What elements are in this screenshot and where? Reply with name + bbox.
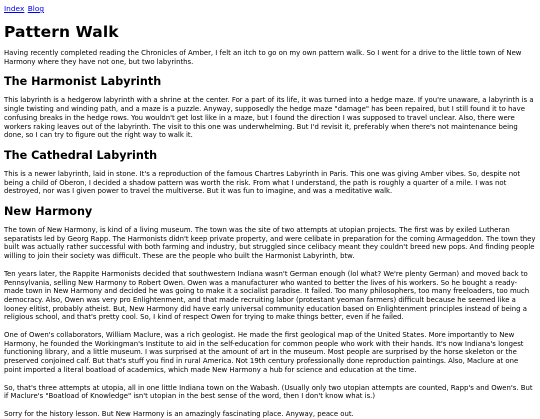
- paragraph: One of Owen's collaborators, William Maclure, was a rich geologist. He made the first geological map of the United States. More importantly to New Harmony, he founded the Workingman's Institute to aid in the self-education for common people who work with their hands. It's now Indiana's longest functioning library, and a little museum. I was surprised at the amount of art in the museum. Most people are surprised by the horse skeleton or the preserved conjoined calf. But that's stuff you find in rural America. Not 19th century professionally done reproduction paintings. Also, Maclure at one point imported a literal boatload of academics, which made New Harmony a hub for science and education at the time.: [4, 331, 524, 374]
- nav-link-index[interactable]: Index: [4, 4, 25, 13]
- section-heading-cathedral: The Cathedral Labyrinth: [4, 148, 158, 162]
- paragraph: This labyrinth is a hedgerow labyrinth with a shrine at the center. For a part of its life, it was turned into a hedge maze. If you're unaware, a labyrinth is a single twisting and winding path, and a maze is a puzzle. Anyway, supposedly the hedge maze "damage" has been repaired, but I still found it to have confusing breaks in the hedge rows. You wouldn't get lost like in a maze, but I found the direction I was supposed to travel unclear. Also, there were workers raking leaves out of the labyrinth. The visit to this one was underwhelming. But I'd revisit it, preferably when there's not maintenance being done, so I can try to figure out the right way to walk it.: [4, 96, 534, 140]
- page-title: Pattern Walk: [4, 23, 119, 41]
- site-nav: [4, 0, 536, 13]
- section-heading-harmonist: The Harmonist Labyrinth: [4, 75, 162, 89]
- paragraph: Sorry for the history lesson. But New Harmony is an amazingly fascinating place. Anyway, peace out.: [4, 409, 354, 418]
- paragraph: This is a newer labyrinth, laid in stone. It's a reproduction of the famous Chartres Labyrinth in Paris. This one was giving Amber vibes. So, despite not being a child of Oberon, I decided a shadow pattern was worth the risk. From what I understand, the path is roughly a quarter of a mile. I was not destroyed, nor was I given power to travel the multiverse. But it was fun to imagine, and was a meditative walk.: [4, 169, 521, 196]
- paragraph: So, that's three attempts at utopia, all in one little Indiana town on the Wabash. (Usually only two utopian attempts are counted, Rapp's and Owen's. But if Maclure's "Boatload of Knowledge" isn't utopian in the best sense of the word, then I don't know what is.): [4, 383, 533, 401]
- intro-paragraph: Having recently completed reading the Chronicles of Amber, I felt an itch to go on my own pattern walk. So I went for a drive to the little town of New Harmony where they have not one, but two labyrinths.: [4, 49, 522, 66]
- paragraph: Ten years later, the Rappite Harmonists decided that southwestern Indiana wasn't German enough (lol what? We're plenty German) and moved back to Pennsylvania, selling New Harmony to Robert Owen. Owen was a manufacturer who wanted to better the lives of his workers. So he bought a ready-made town in New Harmony and decided he was going to make it a socialist paradise. It failed. Too many philosophers, too many freeloaders, too much democracy. Also, Owen was very pro Enlightenment, and that made recruiting labor (protestant yeoman farmers) difficult because he seemed like a looney elitist, probably atheist. But, New Harmony did have early universal community education based on Enlightenment principles instead of being a religious school, and that's pretty cool. So, I kind of respect Owen for trying to make things better, even if he failed.: [4, 269, 530, 322]
- nav-link-blog[interactable]: Blog: [27, 4, 45, 13]
- paragraph: The town of New Harmony, is kind of a living museum. The town was the site of two attempts at utopian projects. The first was by exiled Lutheran separatists led by Georg Rapp. The Harmonists didn't keep private property, and were celibate in preparation for the coming Armageddon. The town they built was actually rather successful with both farming and industry, but struggled since celibacy meant they couldn't breed new pops. And finding people willing to join their society was difficult. These are the people who built the Harmonist Labyrinth, btw.: [4, 226, 536, 261]
- section-heading-new-harmony: New Harmony: [4, 205, 93, 219]
